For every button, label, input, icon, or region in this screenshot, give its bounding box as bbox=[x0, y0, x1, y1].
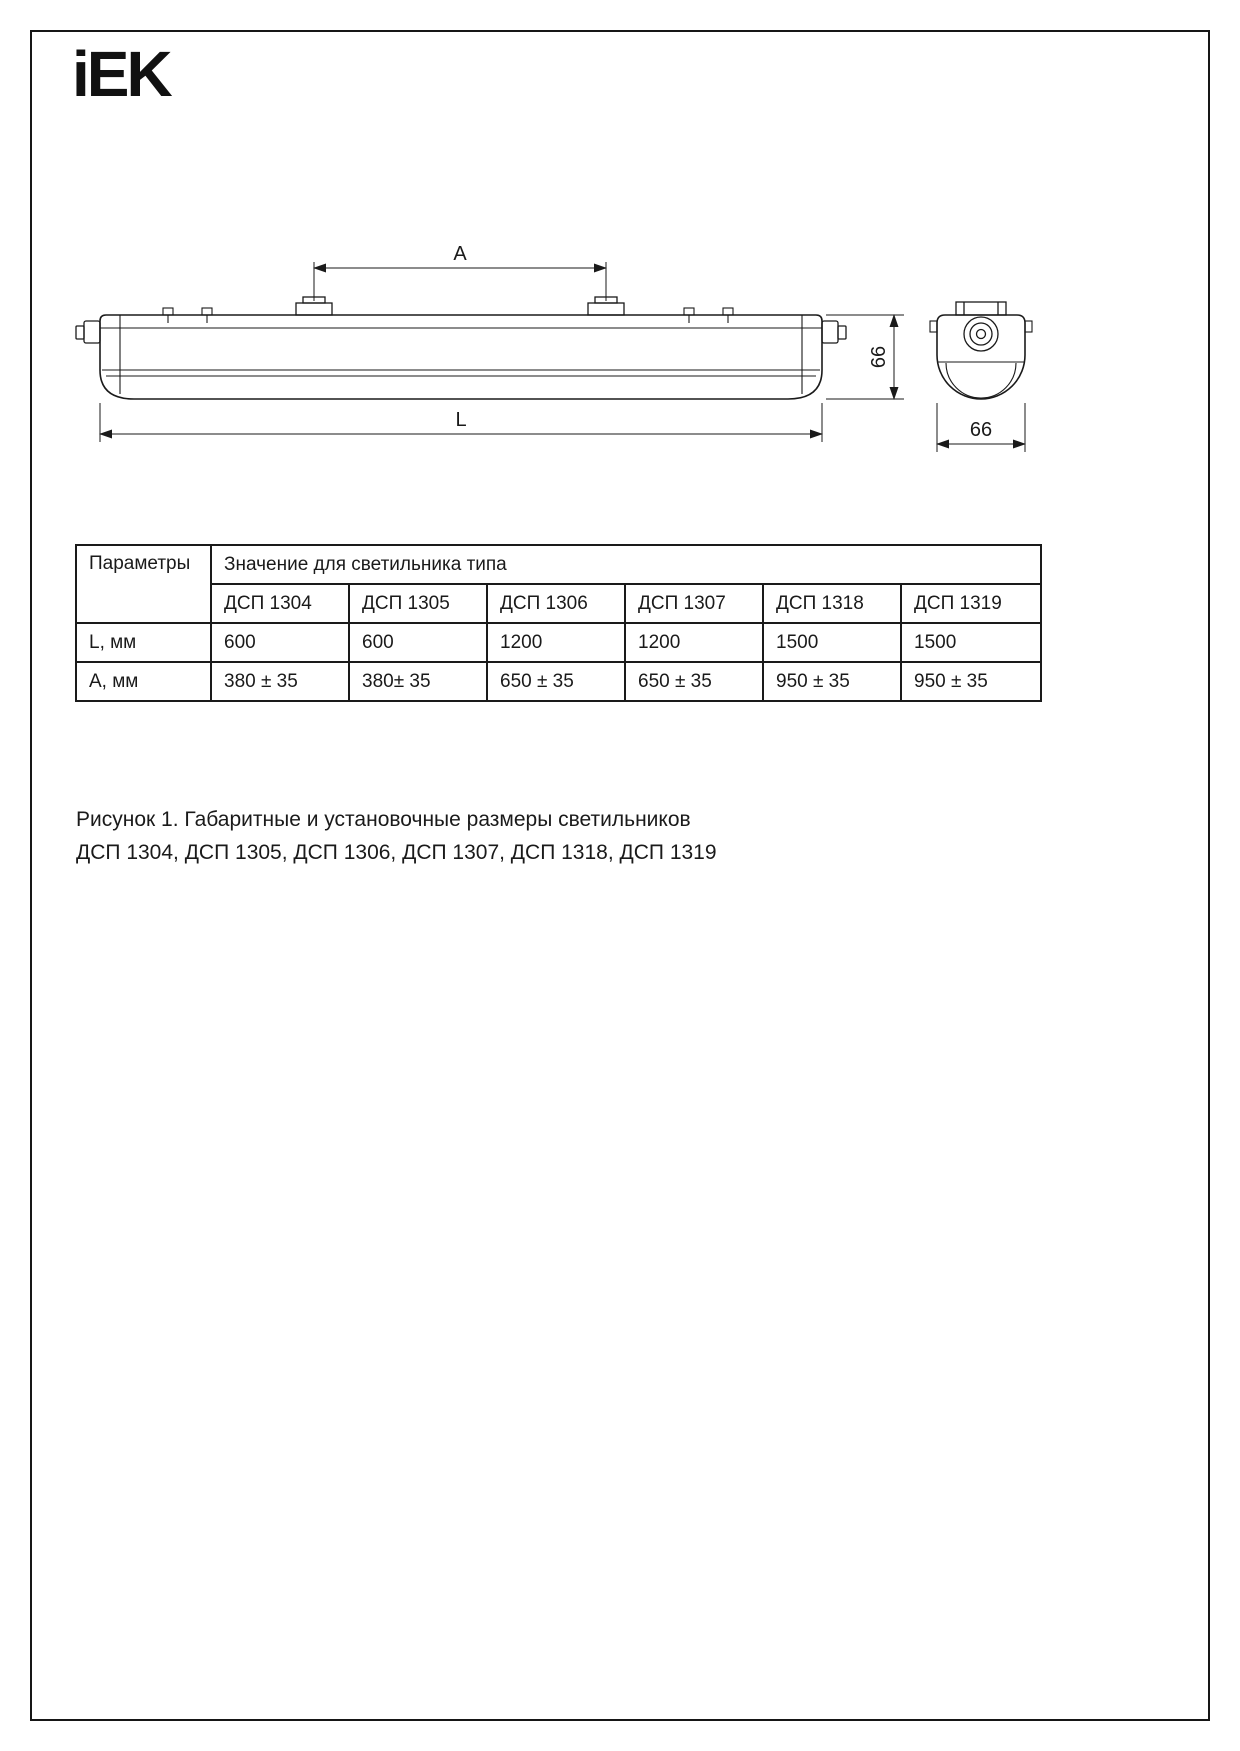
model-header-cell: ДСП 1304 bbox=[211, 584, 349, 623]
end-view-gland-circles bbox=[964, 317, 998, 351]
figure-caption bbox=[76, 804, 717, 869]
dimension-height-label: 66 bbox=[868, 345, 890, 369]
value-cell: 950 ± 35 bbox=[763, 662, 901, 701]
cable-gland-left bbox=[76, 321, 100, 343]
value-cell: 600 bbox=[349, 623, 487, 662]
caption-line-1: Рисунок 1. Габаритные и установочные размеры светильников bbox=[76, 808, 691, 831]
dimension-a bbox=[314, 262, 606, 301]
model-header-cell: ДСП 1305 bbox=[349, 584, 487, 623]
parameters-table bbox=[75, 544, 1042, 702]
caption-line-2: ДСП 1304, ДСП 1305, ДСП 1306, ДСП 1307, ДСП 1318, ДСП 1319 bbox=[76, 840, 717, 864]
table-header-row-2 bbox=[76, 584, 1041, 623]
value-cell: 650 ± 35 bbox=[487, 662, 625, 701]
value-cell: 1500 bbox=[763, 623, 901, 662]
model-header-cell: ДСП 1319 bbox=[901, 584, 1041, 623]
value-cell: 380 ± 35 bbox=[211, 662, 349, 701]
luminaire-side-view bbox=[76, 297, 846, 399]
model-header-cell: ДСП 1307 bbox=[625, 584, 763, 623]
param-header-cell: Параметры bbox=[76, 545, 211, 623]
row-label: L, мм bbox=[76, 623, 211, 662]
value-cell: 1200 bbox=[487, 623, 625, 662]
value-cell: 650 ± 35 bbox=[625, 662, 763, 701]
end-view-top-gland bbox=[956, 302, 1006, 315]
dimension-end-width-label: 66 bbox=[969, 419, 993, 441]
cable-gland-right bbox=[822, 321, 846, 343]
dimension-a-label: A bbox=[453, 243, 467, 265]
iek-logo: iEK bbox=[72, 38, 170, 110]
value-cell: 950 ± 35 bbox=[901, 662, 1041, 701]
end-view-outline bbox=[937, 315, 1025, 399]
dimension-l-label: L bbox=[455, 409, 467, 431]
luminaire-end-view bbox=[930, 302, 1032, 399]
values-header-cell: Значение для светильника типа bbox=[211, 545, 1041, 584]
value-cell: 1500 bbox=[901, 623, 1041, 662]
table-row-length bbox=[76, 623, 1041, 662]
table-row-a bbox=[76, 662, 1041, 701]
value-cell: 600 bbox=[211, 623, 349, 662]
table-header-row-1 bbox=[76, 545, 1041, 584]
model-header-cell: ДСП 1306 bbox=[487, 584, 625, 623]
dimension-drawing bbox=[40, 222, 1180, 480]
row-label: А, мм bbox=[76, 662, 211, 701]
value-cell: 380± 35 bbox=[349, 662, 487, 701]
value-cell: 1200 bbox=[625, 623, 763, 662]
model-header-cell: ДСП 1318 bbox=[763, 584, 901, 623]
